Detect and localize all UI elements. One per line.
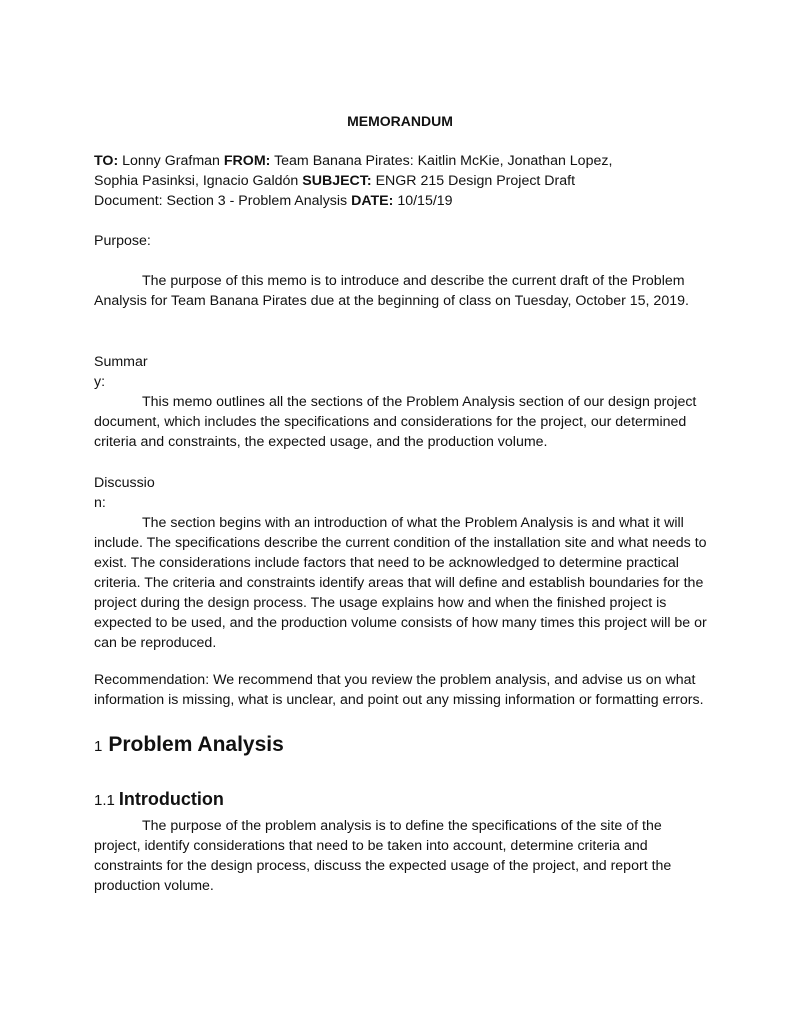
from-label: FROM: bbox=[223, 153, 271, 169]
subsection-number: 1.1 bbox=[94, 792, 115, 809]
memo-title: MEMORANDUM bbox=[347, 113, 453, 129]
introduction-paragraph: The purpose of the problem analysis is to define the specifications of the site of the project, identify considerations that need to be taken into account, determine criteria and constraints for the design process, discuss the expected usage of the project, and report the production volume. bbox=[94, 818, 672, 894]
from-value-line-1: Team Banana Pirates: Kaitlin McKie, Jonathan Lopez, bbox=[274, 153, 613, 169]
subsection-title: Introduction bbox=[118, 789, 224, 809]
subject-value-line-2: ENGR 215 Design Project Draft bbox=[375, 173, 576, 189]
summary-paragraph: This memo outlines all the sections of the Problem Analysis section of our design project document, which includes the specifications and considerations for the project, our determined criteria and constraints, the expected usage, and the production volume. bbox=[94, 394, 697, 450]
subject-label: SUBJECT: bbox=[302, 173, 372, 189]
subject-value-line-3: Document: Section 3 - Problem Analysis bbox=[94, 193, 348, 209]
purpose-paragraph: The purpose of this memo is to introduce and describe the current draft of the Problem Analysis for Team Banana Pirates due at the beginning of class on Tuesday, October 15, 2019. bbox=[94, 273, 689, 309]
date-label: DATE: bbox=[351, 193, 394, 209]
to-value: Lonny Grafman bbox=[122, 153, 220, 169]
to-label: TO: bbox=[94, 153, 119, 169]
memo-header-line-3 bbox=[94, 191, 654, 211]
from-value-line-2: Sophia Pasinksi, Ignacio Galdón bbox=[94, 173, 299, 189]
memo-header-line-2 bbox=[94, 171, 654, 191]
section-heading-problem-analysis bbox=[94, 731, 284, 761]
recommendation-paragraph: Recommendation: We recommend that you review the problem analysis, and advise us on what information is missing, what is unclear, and point out any missing information or formatting errors. bbox=[94, 672, 704, 708]
discussion-label: Discussion: bbox=[94, 475, 155, 511]
subsection-heading-introduction bbox=[94, 787, 224, 813]
purpose-label: Purpose: bbox=[94, 233, 151, 249]
memo-header-line-1 bbox=[94, 151, 654, 171]
date-value: 10/15/19 bbox=[397, 193, 453, 209]
section-number: 1 bbox=[94, 738, 103, 755]
summary-label: Summary: bbox=[94, 354, 148, 390]
discussion-paragraph: The section begins with an introduction of what the Problem Analysis is and what it will include. The specifications describe the current condition of the installation site and what needs to exist. The considerations include factors that need to be acknowledged to determine practical criteria. The criteria and constraints identify areas that will define and establish boundaries for the project during the design process. The usage explains how and when the finished project is expected to be used, and the production volume consists of how many times this project will be or can be reproduced. bbox=[94, 515, 707, 651]
memo-header bbox=[94, 151, 654, 211]
section-title: Problem Analysis bbox=[108, 733, 284, 756]
